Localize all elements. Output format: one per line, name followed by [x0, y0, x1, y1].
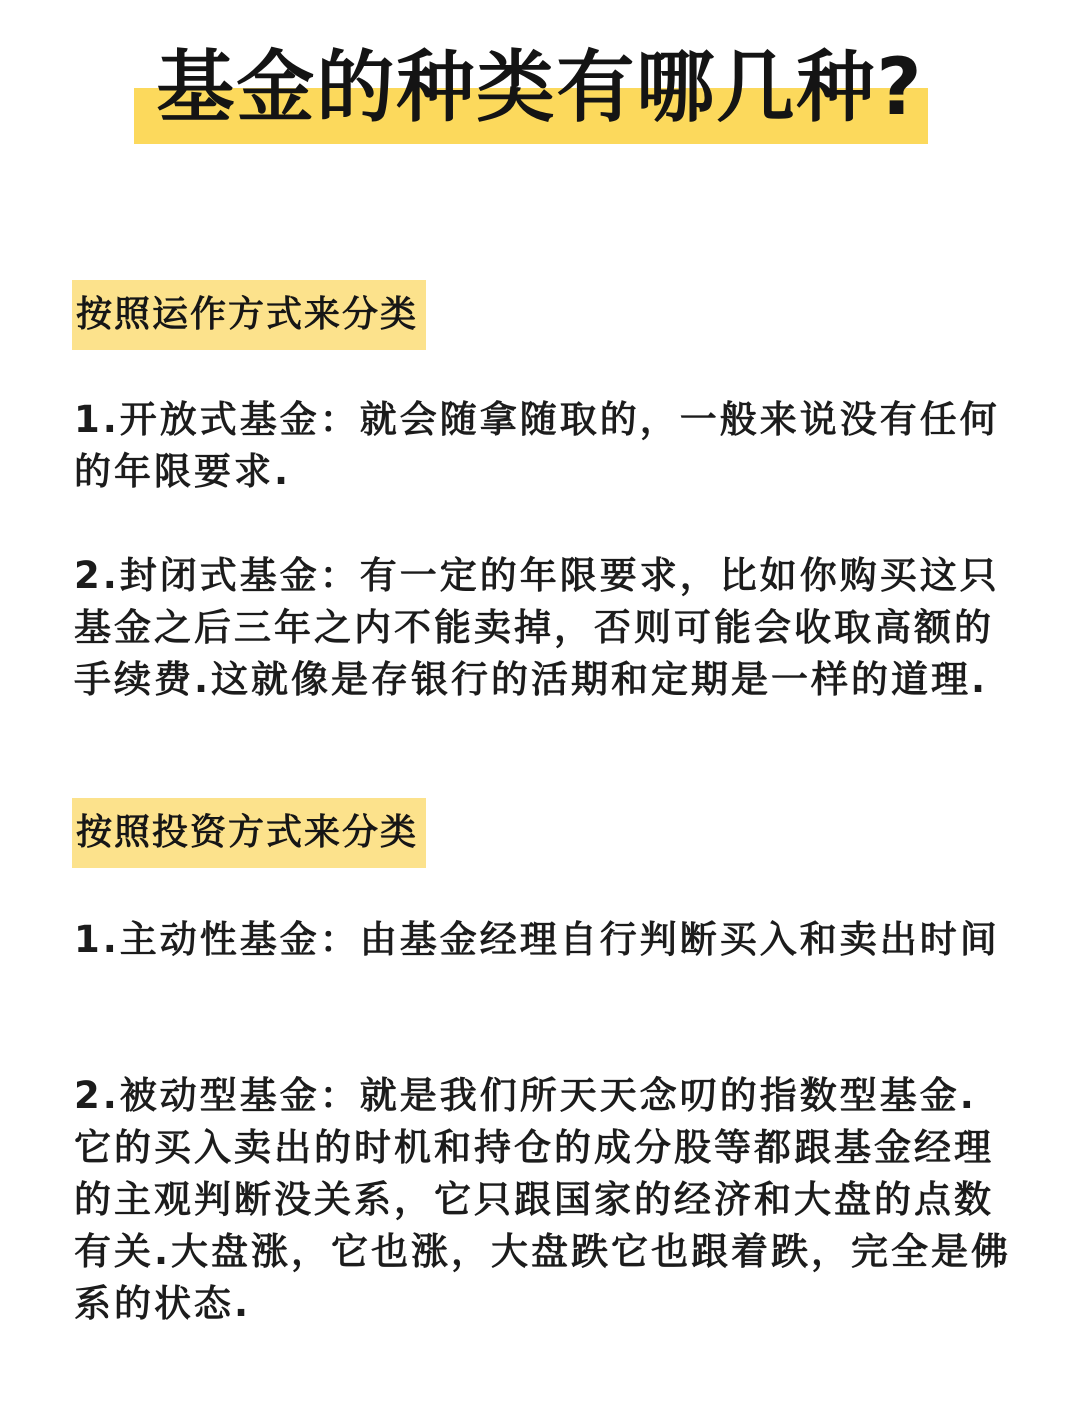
title-container — [0, 40, 1080, 136]
paragraph-closed-end-fund: 2.封闭式基金：有一定的年限要求，比如你购买这只基金之后三年之内不能卖掉，否则可能会收取高额的手续费.这就像是存银行的活期和定期是一样的道理. — [74, 554, 1000, 701]
section-heading-investment: 按照投资方式来分类 — [72, 798, 426, 868]
section-heading-operation: 按照运作方式来分类 — [72, 280, 426, 350]
page-title: 基金的种类有哪几种? — [156, 43, 924, 133]
paragraph-passive-fund: 2.被动型基金：就是我们所天天念叨的指数型基金.它的买入卖出的时机和持仓的成分股等都跟基金经理的主观判断没关系，它只跟国家的经济和大盘的点数有关.大盘涨，它也涨，大盘跌它也跟着跌，完全是佛系的状态. — [74, 1074, 1012, 1325]
paragraph-open-end-fund: 1.开放式基金：就会随拿随取的，一般来说没有任何的年限要求. — [74, 398, 1000, 493]
paragraph-active-fund: 1.主动性基金：由基金经理自行判断买入和卖出时间 — [74, 918, 1000, 961]
